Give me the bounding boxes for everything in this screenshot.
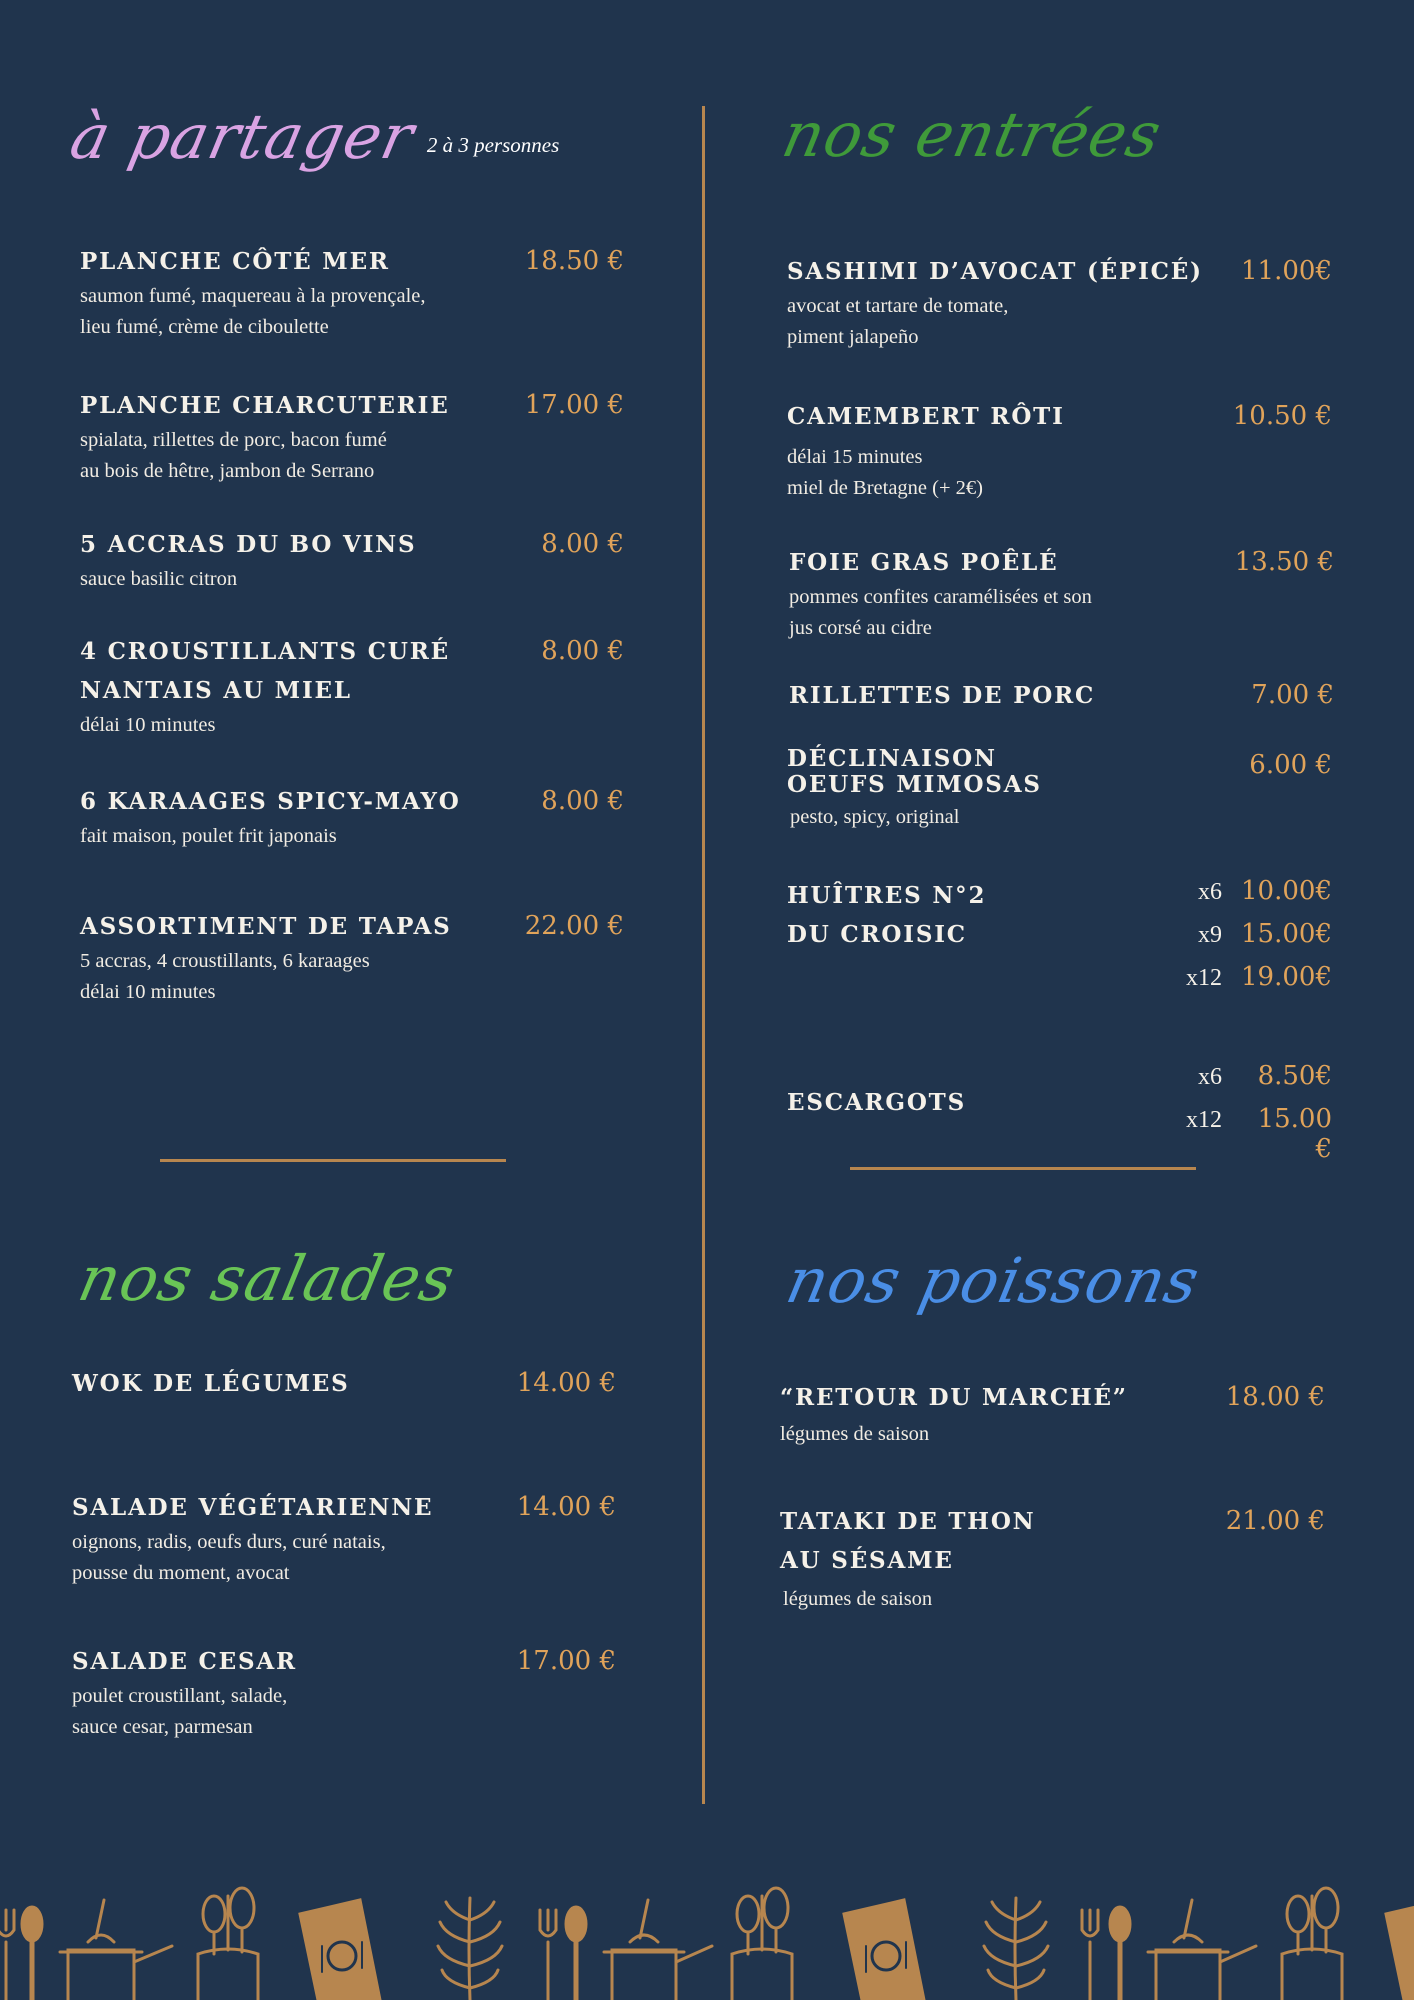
variant-quantity: x12 [1186, 965, 1222, 991]
menu-card-icon [1386, 1900, 1414, 2000]
menu-item [72, 1488, 616, 1589]
item-name: PLANCHE CÔTÉ MER [80, 248, 390, 275]
item-name: ESCARGOTS [787, 1089, 967, 1116]
fork-icon [540, 1910, 556, 2000]
item-price: 8.00 € [541, 786, 624, 816]
price-variants [1172, 876, 1332, 1005]
item-name: FOIE GRAS POÊLÉ [789, 549, 1059, 576]
item-description: sauce basilic citron [80, 568, 238, 590]
section-poissons [780, 1236, 1325, 1656]
variant-price: 19.00€ [1241, 962, 1332, 992]
item-description: pommes confites caramélisées et son jus corsé au cidre [789, 586, 1092, 639]
cooking-pot-icon [604, 1900, 712, 2000]
menu-item [787, 397, 1332, 504]
variant-quantity: x6 [1198, 1064, 1222, 1090]
variant-price: 10.00€ [1241, 876, 1332, 906]
item-description: poulet croustillant, salade, sauce cesar, parmesan [72, 1685, 288, 1738]
item-name: RILLETTES DE PORC [789, 682, 1096, 709]
menu-item [80, 386, 624, 487]
menu-item [780, 1502, 1325, 1615]
item-name: WOK DE LÉGUMES [72, 1370, 350, 1397]
item-name: HUÎTRES N°2 DU CROISIC [787, 882, 987, 948]
item-description: légumes de saison [780, 1423, 930, 1445]
item-description: 5 accras, 4 croustillants, 6 karaages délai 10 minutes [80, 950, 370, 1003]
menu-item-escargots [787, 1061, 1332, 1164]
fork-icon [0, 1910, 14, 2000]
item-price: 17.00 € [524, 390, 624, 420]
item-price: 18.00 € [1225, 1382, 1325, 1412]
item-description: délai 15 minutes miel de Bretagne (+ 2€) [787, 446, 983, 499]
kitchen-illustration-border [0, 1880, 1414, 2000]
utensil-jar-icon [732, 1888, 792, 2000]
spoon-icon [22, 1907, 42, 2000]
item-price: 6.00 € [1249, 750, 1332, 780]
center-divider [702, 106, 705, 1804]
item-price: 8.00 € [541, 529, 624, 559]
section-salades [72, 1236, 616, 1756]
item-description: fait maison, poulet frit japonais [80, 825, 337, 847]
cooking-pot-icon [60, 1900, 172, 2000]
item-price: 17.00 € [516, 1646, 616, 1676]
item-price: 21.00 € [1225, 1506, 1325, 1536]
menu-item [80, 242, 624, 343]
item-description: spialata, rillettes de porc, bacon fumé au bois de hêtre, jambon de Serrano [80, 429, 387, 482]
herb-branch-icon [984, 1898, 1048, 2000]
menu-item [80, 525, 624, 595]
item-name: 5 ACCRAS DU BO VINS [80, 531, 417, 558]
item-price: 7.00 € [1251, 680, 1334, 710]
spoon-icon [566, 1907, 586, 2000]
cooking-pot-icon [1148, 1900, 1256, 2000]
menu-item [80, 907, 624, 1008]
item-price: 22.00 € [524, 911, 624, 941]
item-name: PLANCHE CHARCUTERIE [80, 392, 450, 419]
menu-item [80, 782, 624, 852]
menu-item [789, 543, 1334, 644]
right-section-divider [850, 1167, 1196, 1170]
partager-title: à partager [64, 100, 421, 173]
menu-card-icon [844, 1900, 924, 2000]
variant-quantity: x9 [1198, 922, 1222, 948]
section-entrees [776, 96, 1334, 1164]
price-variant [1172, 919, 1332, 962]
menu-item [72, 1364, 616, 1403]
menu-item [80, 632, 624, 741]
item-description: délai 10 minutes [80, 714, 216, 736]
price-variants [1172, 1061, 1332, 1164]
item-price: 8.00 € [541, 636, 624, 666]
herb-branch-icon [438, 1898, 502, 2000]
price-variant [1172, 876, 1332, 919]
item-name: 4 CROUSTILLANTS CURÉ NANTAIS AU MIEL [80, 638, 450, 704]
menu-item [787, 252, 1332, 353]
item-name: SASHIMI D’AVOCAT (ÉPICÉ) [787, 258, 1203, 285]
item-name: “RETOUR DU MARCHÉ” [780, 1384, 1128, 1411]
left-section-divider [160, 1159, 506, 1162]
section-partager [64, 96, 624, 1016]
item-description: pesto, spicy, original [790, 806, 960, 828]
item-name: SALADE CESAR [72, 1648, 297, 1675]
fork-icon [1082, 1910, 1098, 2000]
spoon-icon [1110, 1907, 1130, 2000]
price-variant [1172, 1104, 1332, 1164]
item-name: TATAKI DE THON AU SÉSAME [780, 1508, 1036, 1574]
item-description: oignons, radis, oeufs durs, curé natais, pousse du moment, avocat [72, 1531, 386, 1584]
partager-subtitle: 2 à 3 personnes [426, 133, 560, 157]
variant-quantity: x12 [1186, 1107, 1222, 1133]
salades-title: nos salades [72, 1242, 462, 1315]
item-description: avocat et tartare de tomate, piment jalapeño [787, 295, 1009, 348]
menu-item [72, 1642, 616, 1743]
item-price: 10.50 € [1232, 401, 1332, 431]
variant-price: 15.00 € [1257, 1104, 1332, 1164]
item-name: ASSORTIMENT DE TAPAS [80, 913, 452, 940]
menu-item [787, 746, 1332, 833]
item-price: 18.50 € [524, 246, 624, 276]
item-name: DÉCLINAISON OEUFS MIMOSAS [787, 745, 1042, 798]
footer-illustrations [0, 1880, 1414, 2000]
menu-item [780, 1378, 1325, 1450]
item-price: 13.50 € [1234, 547, 1334, 577]
variant-price: 15.00€ [1241, 919, 1332, 949]
item-description: saumon fumé, maquereau à la provençale, lieu fumé, crème de ciboulette [80, 285, 426, 338]
menu-item-oysters [787, 876, 1332, 992]
menu-card-icon [300, 1900, 380, 2000]
variant-quantity: x6 [1198, 879, 1222, 905]
variant-price: 8.50€ [1257, 1061, 1332, 1091]
item-price: 14.00 € [516, 1492, 616, 1522]
item-name: SALADE VÉGÉTARIENNE [72, 1494, 434, 1521]
poissons-title: nos poissons [780, 1244, 1207, 1317]
item-description: légumes de saison [783, 1588, 933, 1610]
item-price: 14.00 € [516, 1368, 616, 1398]
item-name: CAMEMBERT RÔTI [787, 403, 1065, 430]
item-name: 6 KARAAGES SPICY-MAYO [80, 788, 461, 815]
price-variant [1172, 962, 1332, 1005]
price-variant [1172, 1061, 1332, 1104]
menu-item [789, 676, 1334, 715]
item-price: 11.00€ [1241, 256, 1332, 286]
partager-header [64, 100, 560, 173]
utensil-jar-icon [1282, 1888, 1342, 2000]
utensil-jar-icon [198, 1888, 258, 2000]
entrees-title: nos entrées [776, 98, 1169, 171]
